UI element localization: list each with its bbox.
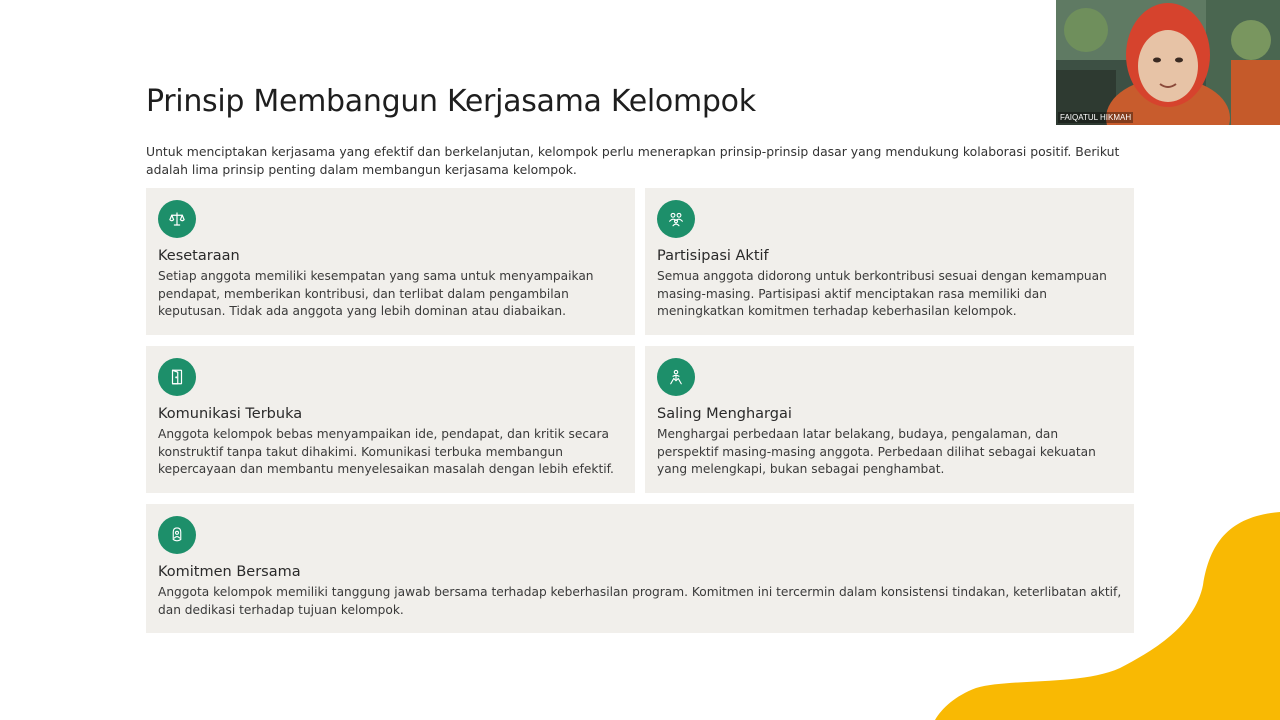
card-text: Setiap anggota memiliki kesempatan yang sama untuk menyampaikan pendapat, memberikan kontribusi, dan terlibat dalam pengambilan keputusan. Tidak ada anggota yang lebih dominan atau diabaikan. <box>158 269 594 319</box>
card-saling-menghargai <box>645 346 1134 493</box>
card-text: Anggota kelompok bebas menyampaikan ide, pendapat, dan kritik secara konstruktif tanpa takut dihakimi. Komunikasi terbuka membangun kepercayaan dan membantu menyelesaikan masalah dengan lebih efektif. <box>158 427 614 477</box>
participant-video-thumbnail[interactable] <box>1056 0 1280 125</box>
group-people-icon <box>657 200 695 238</box>
card-title: Partisipasi Aktif <box>657 248 769 264</box>
balance-scale-icon <box>158 200 196 238</box>
card-title: Komunikasi Terbuka <box>158 406 303 422</box>
participant-name-label: FAIQATUL HIKMAH <box>1060 113 1132 122</box>
commitment-badge-icon <box>158 516 196 554</box>
card-text: Anggota kelompok memiliki tanggung jawab bersama terhadap keberhasilan program. Komitmen ini tercermin dalam konsistensi tindakan, keterlibatan aktif, dan dedikasi terhadap tujuan kelompok. <box>158 585 1122 617</box>
slide-title: Prinsip Membangun Kerjasama Kelompok <box>146 84 756 119</box>
card-text: Menghargai perbedaan latar belakang, budaya, pengalaman, dan perspektif masing-masing anggota. Perbedaan dilihat sebagai kekuatan yang melengkapi, bukan sebagai penghambat. <box>657 427 1096 477</box>
video-frame <box>1056 0 1280 125</box>
card-title: Komitmen Bersama <box>158 564 301 580</box>
card-komunikasi-terbuka <box>146 346 635 493</box>
card-title: Saling Menghargai <box>657 406 792 422</box>
card-text: Semua anggota didorong untuk berkontribusi sesuai dengan kemampuan masing-masing. Partisipasi aktif menciptakan rasa memiliki dan meningkatkan komitmen terhadap keberhasilan kelompok. <box>657 269 1107 319</box>
slide-intro: Untuk menciptakan kerjasama yang efektif dan berkelanjutan, kelompok perlu menerapkan prinsip-prinsip dasar yang mendukung kolaborasi positif. Berikut adalah lima prinsip penting dalam membangun kerjasama kelompok. <box>146 144 1120 177</box>
card-title: Kesetaraan <box>158 248 240 264</box>
card-komitmen-bersama <box>146 504 1134 633</box>
door-icon <box>158 358 196 396</box>
card-kesetaraan <box>146 188 635 335</box>
hands-person-icon <box>657 358 695 396</box>
card-partisipasi-aktif <box>645 188 1134 335</box>
